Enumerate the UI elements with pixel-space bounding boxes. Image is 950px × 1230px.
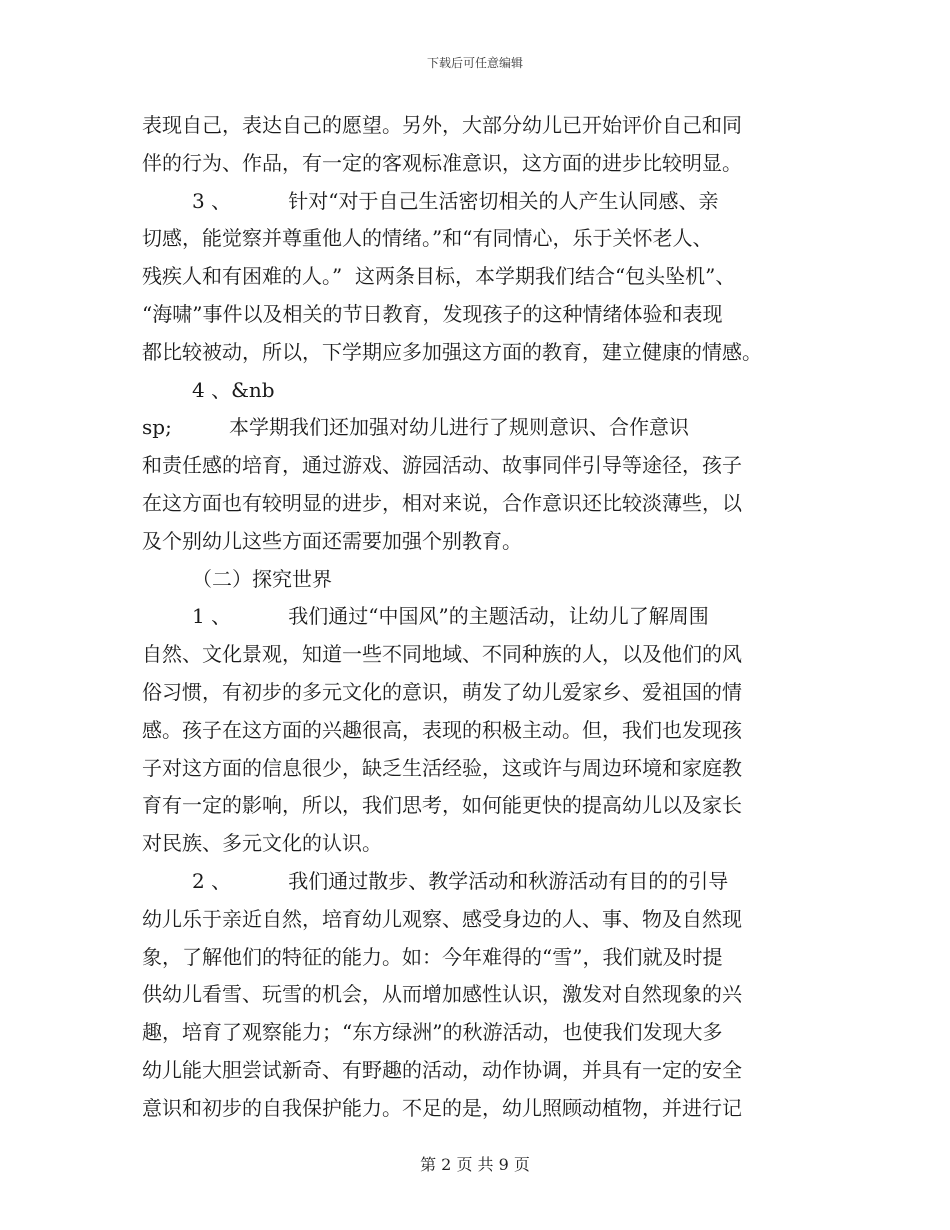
paragraph-line: 伴的行为、作品，有一定的客观标准意识，这方面的进步比较明显。 bbox=[142, 150, 742, 175]
page-footer: 第 2 页 共 9 页 bbox=[420, 1155, 530, 1174]
paragraph-line: sp; 本学期我们还加强对幼儿进行了规则意识、合作意识 bbox=[142, 415, 690, 440]
paragraph-line: 对民族、多元文化的认识。 bbox=[142, 831, 382, 856]
paragraph-line: 象，了解他们的特征的能力。如：今年难得的“雪”，我们就及时提 bbox=[142, 944, 723, 969]
paragraph-line: （二）探究世界 bbox=[192, 566, 332, 591]
page-header: 下载后可任意编辑 bbox=[426, 56, 523, 70]
paragraph-line: 表现自己，表达自己的愿望。另外，大部分幼儿已开始评价自己和同 bbox=[142, 113, 742, 137]
paragraph-line: 意识和初步的自我保护能力。不足的是，幼儿照顾动植物，并进行记 bbox=[142, 1095, 742, 1120]
paragraph-line: 在这方面也有较明显的进步，相对来说，合作意识还比较淡薄些，以 bbox=[142, 490, 742, 515]
paragraph-line: 子对这方面的信息很少，缺乏生活经验，这或许与周边环境和家庭教 bbox=[142, 755, 742, 780]
paragraph-line: 都比较被动，所以，下学期应多加强这方面的教育，建立健康的情感。 bbox=[142, 339, 762, 364]
paragraph-line: 残疾人和有困难的人。” 这两条目标，本学期我们结合“包头坠机”、 bbox=[142, 264, 736, 289]
paragraph-line: 切感，能觉察并尊重他人的情绪。”和“有同情心，乐于关怀老人、 bbox=[142, 226, 713, 251]
paragraph-line: 4 、&nb bbox=[192, 377, 275, 402]
paragraph-line: 2 、 我们通过散步、教学活动和秋游活动有目的的引导 bbox=[192, 868, 729, 893]
paragraph-line: 和责任感的培育，通过游戏、游园活动、故事同伴引导等途径，孩子 bbox=[142, 453, 742, 478]
paragraph-line: 自然、文化景观，知道一些不同地域、不同种族的人，以及他们的风 bbox=[142, 642, 742, 667]
paragraph-line: 趣，培育了观察能力；“东方绿洲”的秋游活动，也使我们发现大多 bbox=[142, 1020, 723, 1045]
paragraph-line: 感。孩子在这方面的兴趣很高，表现的积极主动。但，我们也发现孩 bbox=[142, 717, 742, 742]
paragraph-line: 供幼儿看雪、玩雪的机会，从而增加感性认识，激发对自然现象的兴 bbox=[142, 982, 742, 1007]
paragraph-line: 俗习惯，有初步的多元文化的意识，萌发了幼儿爱家乡、爱祖国的情 bbox=[142, 679, 742, 704]
paragraph-line: “海啸”事件以及相关的节日教育，发现孩子的这种情绪体验和表现 bbox=[142, 301, 723, 326]
document-body bbox=[142, 107, 832, 1128]
paragraph-line: 及个别幼儿这些方面还需要加强个别教育。 bbox=[142, 528, 522, 553]
paragraph-line: 幼儿乐于亲近自然，培育幼儿观察、感受身边的人、事、物及自然现 bbox=[142, 906, 742, 931]
paragraph-line: 1 、 我们通过“中国风”的主题活动，让幼儿了解周围 bbox=[192, 604, 709, 629]
paragraph-line: 育有一定的影响，所以，我们思考，如何能更快的提高幼儿以及家长 bbox=[142, 793, 742, 818]
paragraph-line: 幼儿能大胆尝试新奇、有野趣的活动，动作协调，并具有一定的安全 bbox=[142, 1057, 742, 1082]
paragraph-line: 3 、 针对“对于自己生活密切相关的人产生认同感、亲 bbox=[192, 188, 719, 213]
